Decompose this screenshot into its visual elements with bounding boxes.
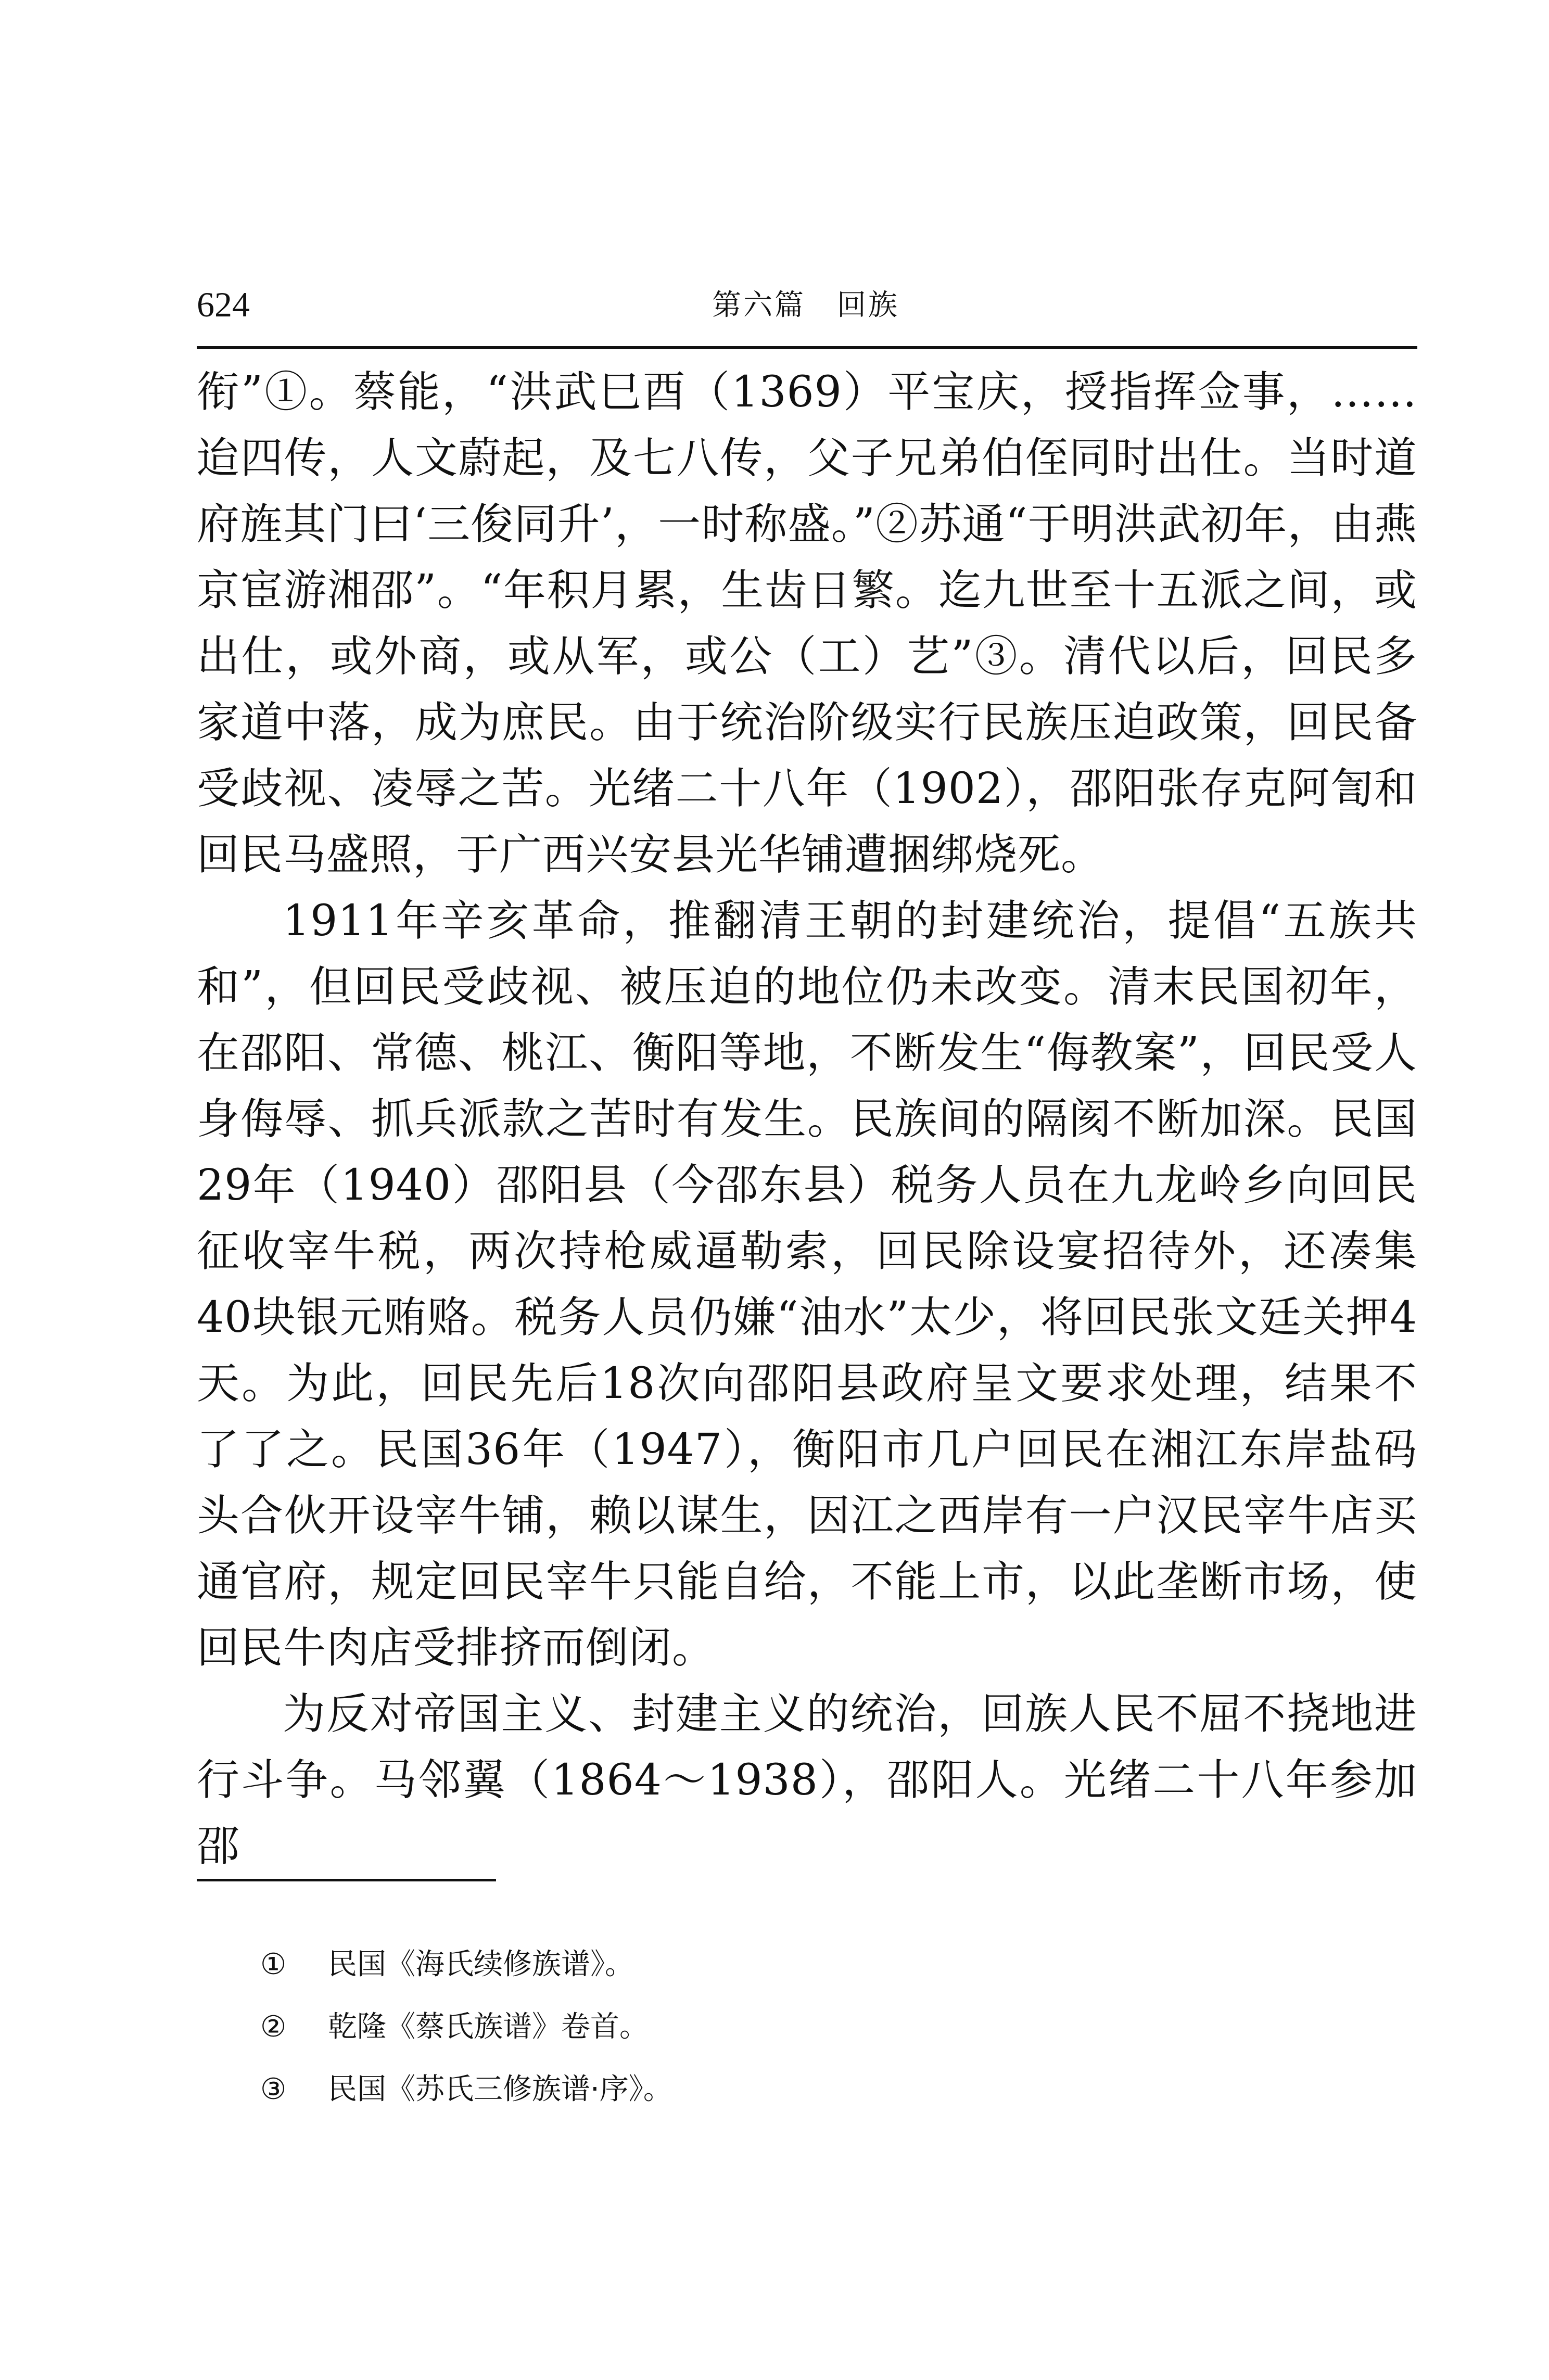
footnotes bbox=[260, 1933, 1405, 2121]
footnote-rule bbox=[197, 1879, 496, 1881]
footnote-text: 民国《苏氏三修族谱·序》。 bbox=[328, 2072, 672, 2106]
paragraph-3: 为反对帝国主义、封建主义的统治，回族人民不屈不挠地进行斗争。马邻翼（1864～1938），邵阳人。光绪二十八年参加邵 bbox=[197, 1689, 1417, 1871]
footnote-2 bbox=[260, 1996, 1405, 2058]
page-header bbox=[197, 276, 1415, 338]
footnote-marker: ② bbox=[260, 2010, 287, 2044]
footnote-text: 民国《海氏续修族谱》。 bbox=[328, 1948, 634, 1981]
header-rule bbox=[197, 346, 1417, 349]
footnote-text: 乾隆《蔡氏族谱》卷首。 bbox=[328, 2010, 649, 2044]
footnote-marker: ③ bbox=[260, 2072, 287, 2106]
footnote-3 bbox=[260, 2058, 1405, 2121]
paragraph-1: 衔”①。蔡能，“洪武巳酉（1369）平宝庆，授指挥佥事，……迨四传，人文蔚起，及七八传，父子兄弟伯侄同时出仕。当时道府旌其门曰‘三俊同升’，一时称盛。”②苏通“于明洪武初年，由燕京宦游湘邵”。“年积月累，生齿日繁。迄九世至十五派之间，或出仕，或外商，或从军，或公（工）艺”③。清代以后，回民多家道中落，成为庶民。由于统治阶级实行民族压迫政策，回民备受歧视、凌辱之苦。光绪二十八年（1902），邵阳张存克阿訇和回民马盛照，于广西兴安县光华铺遭捆绑烧死。 bbox=[197, 367, 1417, 880]
running-title: 第六篇 回族 bbox=[712, 288, 899, 322]
body-text bbox=[197, 359, 1417, 1879]
paragraph-2: 1911年辛亥革命，推翻清王朝的封建统治，提倡“五族共和”，但回民受歧视、被压迫的地位仍未改变。清末民国初年，在邵阳、常德、桃江、衡阳等地，不断发生“侮教案”，回民受人身侮辱、抓兵派款之苦时有发生。民族间的隔阂不断加深。民国29年（1940）邵阳县（今邵东县）税务人员在九龙岭乡向回民征收宰牛税，两次持枪威逼勒索，回民除设宴招待外，还凑集40块银元贿赂。税务人员仍嫌“油水”太少，将回民张文廷关押4天。为此，回民先后18次向邵阳县政府呈文要求处理，结果不了了之。民国36年（1947），衡阳市几户回民在湘江东岸盐码头合伙开设宰牛铺，赖以谋生，因江之西岸有一户汉民宰牛店买通官府，规定回民宰牛只能自给，不能上市，以此垄断市场，使回民牛肉店受排挤而倒闭。 bbox=[197, 896, 1417, 1673]
page-number: 624 bbox=[197, 285, 250, 324]
footnote-1 bbox=[260, 1933, 1405, 1996]
footnote-marker: ① bbox=[260, 1948, 287, 1981]
